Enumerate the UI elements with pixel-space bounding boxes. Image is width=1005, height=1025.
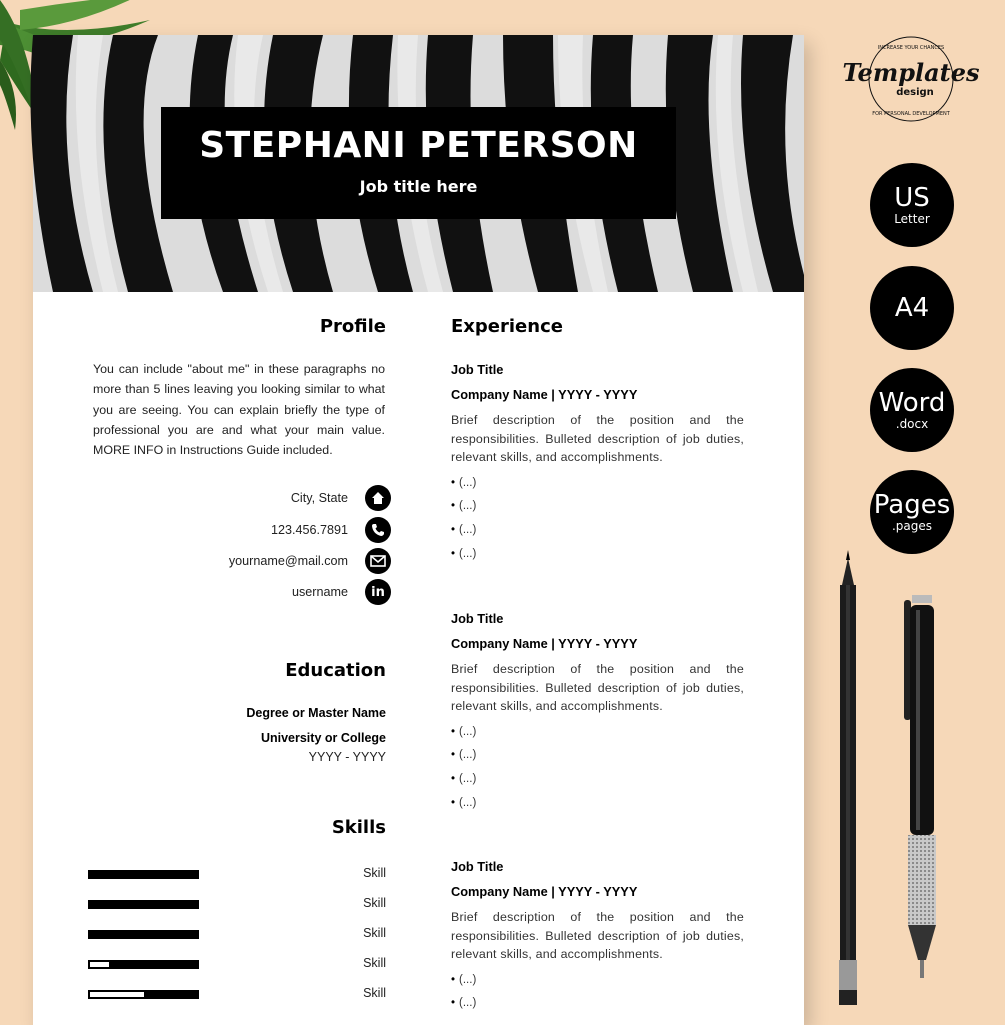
badge-word-small: .docx: [895, 417, 929, 431]
job-entry-title: Job Title: [451, 362, 504, 377]
skill-row: [88, 927, 386, 941]
candidate-name: STEPHANI PETERSON: [199, 125, 638, 166]
templates-design-logo: [842, 33, 980, 128]
skill-level-fill: [90, 872, 197, 877]
job-entry-company: Company Name | YYYY - YYYY: [451, 636, 638, 651]
skill-label: Skill: [363, 926, 386, 940]
bullet-item: • (...): [451, 794, 744, 818]
location-text: City, State: [290, 491, 348, 505]
skill-row: [88, 957, 386, 971]
badge-pages: [870, 470, 954, 554]
badge-us-letter: [870, 163, 954, 247]
skill-level-bar: [88, 990, 199, 999]
pencil-icon: [839, 550, 857, 1005]
skill-label: Skill: [363, 866, 386, 880]
skill-level-bar: [88, 870, 199, 879]
experience-heading: Experience: [451, 316, 563, 337]
skill-level-bar: [88, 960, 199, 969]
mail-icon: [365, 548, 391, 574]
bullet-item: • (...): [451, 770, 744, 794]
badge-us-letter-small: Letter: [894, 212, 930, 226]
badge-word: [870, 368, 954, 452]
badge-word-big: Word: [878, 388, 946, 418]
linkedin-text: username: [291, 585, 348, 599]
badge-a4-big: A4: [894, 293, 930, 323]
job-entry-title: Job Title: [451, 611, 504, 626]
bullet-item: • (...): [451, 545, 744, 569]
pencil-decoration: [820, 550, 980, 1005]
skill-row: [88, 897, 386, 911]
job-entry-description: Brief description of the position and the responsibilities. Bulleted description of job duties, relevant skills, and accomplishments.: [451, 910, 744, 962]
skills-heading: Skills: [331, 817, 386, 838]
bullet-item: • (...): [451, 971, 744, 995]
bullet-item: • (...): [451, 746, 744, 770]
contact-location: [183, 484, 391, 512]
logo-ring-top: INCREASE YOUR CHANCES: [877, 45, 945, 51]
skill-level-bar: [88, 930, 199, 939]
contact-linkedin: [183, 578, 391, 606]
badge-pages-small: .pages: [891, 519, 933, 533]
zebra-banner: [33, 35, 804, 292]
skill-level-fill: [109, 962, 197, 967]
skill-row: [88, 867, 386, 881]
job-entry: [451, 362, 744, 568]
linkedin-icon: in: [365, 579, 391, 605]
job-entry-bullets: [451, 723, 744, 817]
job-entry-bullets: [451, 971, 744, 1018]
skill-level-fill: [90, 902, 197, 907]
job-entry-description: Brief description of the position and the responsibilities. Bulleted description of job duties, relevant skills, and accomplishments.: [451, 662, 744, 714]
phone-icon: [365, 517, 391, 543]
bullet-item: • (...): [451, 994, 744, 1018]
job-title: Job title here: [359, 177, 478, 196]
profile-text: You can include "about me" in these paragraphs no more than 5 lines leaving you looking similar to what you are seeing. You can explain briefly the type of professional you are and what your main value. MORE INFO in Instructions Guide included.: [93, 362, 385, 458]
contact-phone: [183, 516, 391, 544]
job-entry-company: Company Name | YYYY - YYYY: [451, 884, 638, 899]
logo-ring-bottom: FOR PERSONAL DEVELOPMENT: [872, 111, 950, 117]
home-icon: [365, 485, 391, 511]
contact-email: [183, 547, 391, 575]
profile-heading: Profile: [319, 316, 386, 337]
badge-a4: [870, 266, 954, 350]
skill-level-fill: [144, 992, 198, 997]
badge-us-letter-big: US: [894, 183, 930, 213]
skill-level-bar: [88, 900, 199, 909]
mechanical-pencil-icon: [904, 595, 936, 978]
bullet-item: • (...): [451, 723, 744, 747]
logo-text: Templates: [842, 58, 980, 87]
job-entry-description: Brief description of the position and the responsibilities. Bulleted description of job duties, relevant skills, and accomplishments.: [451, 413, 744, 465]
skill-label: Skill: [363, 956, 386, 970]
bullet-item: • (...): [451, 474, 744, 498]
education-heading: Education: [285, 660, 386, 681]
skill-level-fill: [90, 932, 197, 937]
job-entry-bullets: [451, 474, 744, 568]
email-text: yourname@mail.com: [228, 554, 348, 568]
job-entry: [451, 859, 744, 1018]
skill-label: Skill: [363, 986, 386, 1000]
phone-text: 123.456.7891: [270, 523, 348, 537]
job-entry-company: Company Name | YYYY - YYYY: [451, 387, 638, 402]
bullet-item: • (...): [451, 521, 744, 545]
badge-pages-big: Pages: [873, 490, 951, 520]
school-name: University or College: [260, 731, 386, 745]
skill-row: [88, 987, 386, 1001]
logo-sub: design: [896, 87, 934, 98]
skill-label: Skill: [363, 896, 386, 910]
bullet-item: • (...): [451, 497, 744, 521]
job-entry-title: Job Title: [451, 859, 504, 874]
resume-page: [33, 35, 804, 1025]
education-dates: YYYY - YYYY: [308, 750, 386, 764]
degree-name: Degree or Master Name: [246, 706, 386, 720]
name-box: [161, 107, 676, 219]
job-entry: [451, 611, 744, 817]
